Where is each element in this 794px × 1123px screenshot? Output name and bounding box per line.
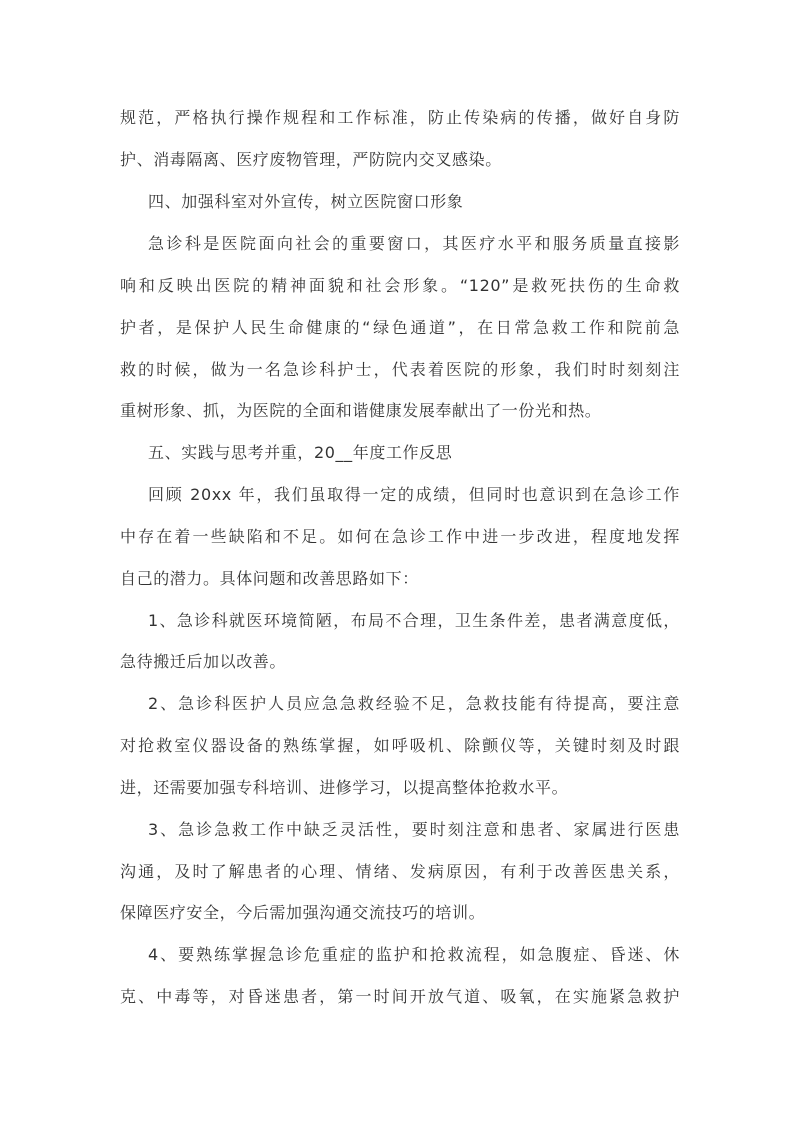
body-text-line: 自己的潜力。具体问题和改善思路如下： [120, 569, 419, 588]
body-text-line: 中存在着一些缺陷和不足。如何在急诊工作中进一步改进，程度地发挥 [120, 527, 680, 546]
body-text-line: 救的时候，做为一名急诊科护士，代表着医院的形象，我们时时刻刻注 [120, 360, 680, 379]
body-text-line: 进，还需要加强专科培训、进修学习，以提高整体抢救水平。 [120, 778, 569, 797]
body-text-line: 护者，是保护人民生命健康的“绿色通道”，在日常急救工作和院前急 [120, 318, 680, 337]
body-text-line: 保障医疗安全，今后需加强沟通交流技巧的培训。 [120, 903, 486, 922]
list-item-1: 1、急诊科就医环境简陋，布局不合理，卫生条件差，患者满意度低， [148, 611, 680, 630]
body-text-line: 克、中毒等，对昏迷患者，第一时间开放气道、吸氧，在实施紧急救护 [120, 987, 680, 1006]
section-heading: 四、加强科室对外宣传，树立医院窗口形象 [148, 192, 464, 211]
list-item-2: 2、急诊科医护人员应急急救经验不足，急救技能有待提高，要注意 [148, 694, 680, 713]
body-text-line: 护、消毒隔离、医疗废物管理，严防院内交叉感染。 [120, 150, 502, 169]
section-heading: 五、实践与思考并重，20__年度工作反思 [148, 443, 453, 462]
body-text-line: 沟通，及时了解患者的心理、情绪、发病原因，有利于改善医患关系， [120, 862, 680, 881]
body-text-line: 急待搬迁后加以改善。 [120, 652, 287, 671]
body-text-line: 响和反映出医院的精神面貌和社会形象。“120”是救死扶伤的生命救 [120, 276, 680, 295]
paragraph-first-line: 回顾 20xx 年，我们虽取得一定的成绩，但同时也意识到在急诊工作 [148, 485, 680, 504]
body-text-line: 规范，严格执行操作规程和工作标准，防止传染病的传播，做好自身防 [120, 108, 680, 127]
list-item-4: 4、要熟练掌握急诊危重症的监护和抢救流程，如急腹症、昏迷、休 [148, 945, 680, 964]
body-text-line: 重树形象、抓，为医院的全面和谐健康发展奉献出了一份光和热。 [120, 401, 602, 420]
list-item-3: 3、急诊急救工作中缺乏灵活性，要时刻注意和患者、家属进行医患 [148, 820, 680, 839]
paragraph-first-line: 急诊科是医院面向社会的重要窗口，其医疗水平和服务质量直接影 [148, 234, 680, 253]
body-text-line: 对抢救室仪器设备的熟练掌握，如呼吸机、除颤仪等，关键时刻及时跟 [120, 736, 680, 755]
